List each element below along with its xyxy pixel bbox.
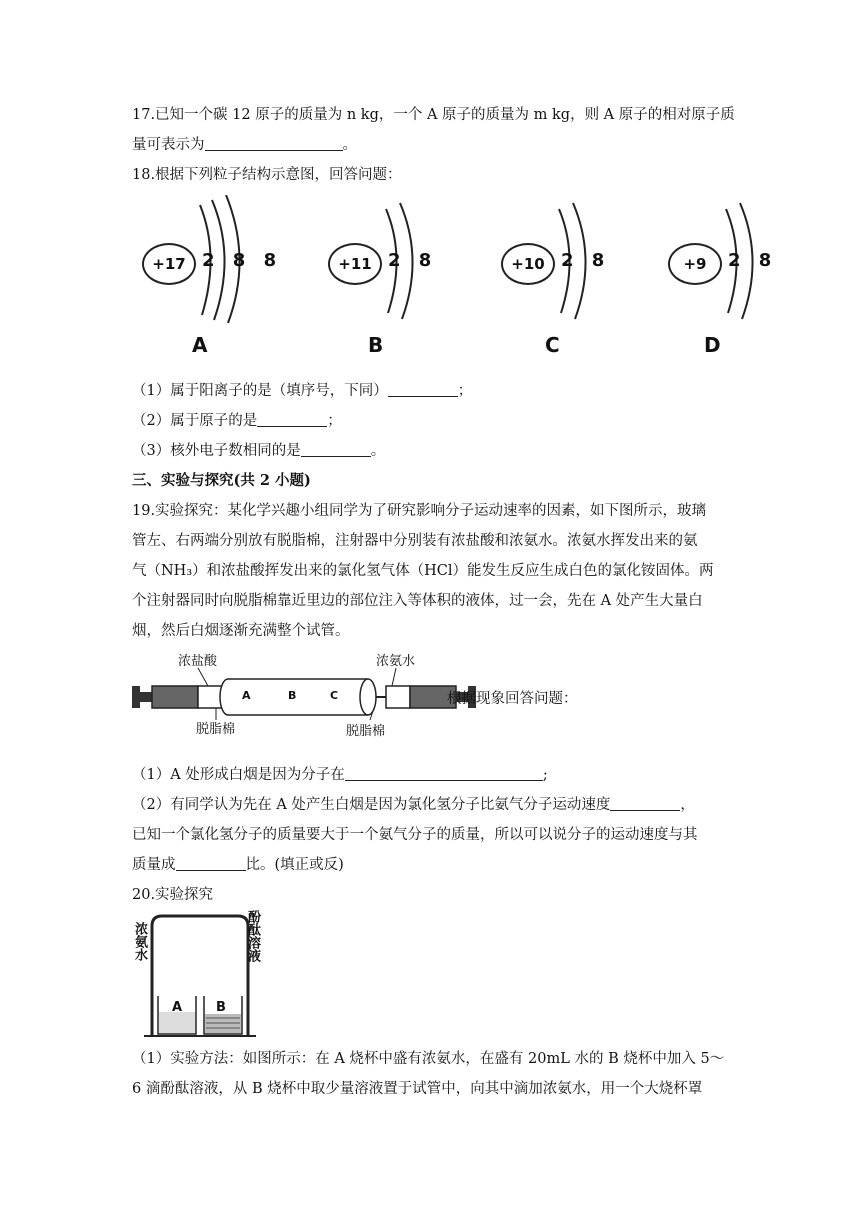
q20-line1: （1）实验方法：如图所示：在 A 烧杯中盛有浓氨水，在盛有 20mL 水的 B 烧杯中加入 5～	[132, 1051, 725, 1067]
q18-sub1	[132, 376, 737, 406]
q19-sub2-c-end: 比。(填正或反)	[245, 857, 344, 873]
q18-sub2	[132, 406, 737, 436]
atom-label-d: D	[704, 333, 721, 357]
beaker-drawing	[130, 912, 260, 1040]
nucleus-a: +17	[142, 243, 196, 285]
shell-electrons-d: 2 8	[728, 250, 778, 271]
atom-diagram-b	[322, 195, 472, 365]
q17-line2-end: 。	[342, 137, 357, 153]
section-heading: 三、实验与探究(共 2 小题)	[132, 472, 311, 489]
atom-label-c: C	[545, 333, 560, 357]
beaker-label-b: B	[216, 1000, 226, 1015]
atom-label-a: A	[192, 333, 208, 357]
q18-sub3-blank[interactable]	[301, 438, 371, 457]
q18-sub2-end: ；	[327, 413, 342, 429]
atom-label-b: B	[368, 333, 384, 357]
q18-sub1-text: （1）属于阳离子的是（填序号，下同）	[132, 383, 388, 399]
q19-sub2-blank-speed[interactable]	[610, 792, 680, 811]
nucleus-c: +10	[501, 243, 555, 285]
q19-line5: 烟，然后白烟逐渐充满整个试管。	[132, 623, 350, 639]
q18-sub2-blank[interactable]	[257, 408, 327, 427]
q19-line1: 19.实验探究：某化学兴趣小组同学为了研究影响分子运动速率的因素，如下图所示，玻璃	[132, 503, 707, 519]
label-phenolphthalein-vertical: 酚酞溶液	[245, 910, 260, 962]
nucleus-d: +9	[668, 243, 722, 285]
shell-electrons-c: 2 8	[561, 250, 611, 271]
q19-sub1-blank[interactable]	[345, 762, 543, 781]
label-conc-ammonia: 浓氨水	[376, 654, 416, 669]
q19-sub1-end: ;	[542, 767, 548, 783]
label-ammonia-vertical: 浓氨水	[132, 922, 147, 961]
shell-electrons-a: 2 8 8	[202, 250, 283, 271]
atom-diagram-d	[662, 195, 812, 365]
q19-sub1-text: （1）A 处形成白烟是因为分子在	[132, 767, 345, 783]
tube-position-a: A	[242, 689, 251, 702]
label-cotton-right: 脱脂棉	[346, 724, 386, 739]
tube-position-c: C	[330, 689, 339, 702]
beaker-diagram	[130, 912, 260, 1040]
q18-sub3-text: （3）核外电子数相同的是	[132, 443, 301, 459]
q17-line2-text: 量可表示为	[132, 137, 205, 153]
nucleus-b: +11	[328, 243, 382, 285]
q20-line2: 6 滴酚酞溶液，从 B 烧杯中取少量溶液置于试管中，向其中滴加浓氨水，用一个大烧杯罩	[132, 1081, 703, 1097]
atom-diagram-c	[495, 195, 645, 365]
q19-line2: 管左、右两端分别放有脱脂棉，注射器中分别装有浓盐酸和浓氨水。浓氨水挥发出来的氨	[132, 533, 698, 549]
q19-sub2-text: （2）有同学认为先在 A 处产生白烟是因为氯化氢分子比氨气分子运动速度	[132, 797, 611, 813]
q18-sub3-end: 。	[370, 443, 386, 459]
tube-position-b: B	[288, 689, 297, 702]
q19-sub2-line2: 已知一个氯化氢分子的质量要大于一个氨气分子的质量，所以可以说分子的运动速度与其	[132, 827, 698, 843]
q19-sub2-line1	[132, 790, 737, 820]
q19-diagram-after: 根据现象回答问题：	[447, 691, 578, 707]
q19-sub2-end: ，	[680, 797, 695, 813]
label-cotton-left: 脱脂棉	[196, 722, 236, 737]
q18-sub1-end: ；	[457, 383, 473, 399]
q18-intro: 18.根据下列粒子结构示意图，回答问题：	[132, 167, 402, 183]
q19-sub2-blank-ratio[interactable]	[176, 852, 246, 871]
q18-sub2-text: （2）属于原子的是	[132, 413, 258, 429]
q20-title: 20.实验探究	[132, 887, 214, 903]
q19-sub1	[132, 760, 737, 790]
atom-diagram-a	[136, 195, 286, 365]
q17-answer-blank[interactable]	[205, 132, 343, 151]
q19-line3: 气（NH₃）和浓盐酸挥发出来的氯化氢气体（HCl）能发生反应生成白色的氯化铵固体。两	[132, 563, 714, 579]
q19-sub2-c-text: 质量成	[132, 857, 176, 873]
q18-sub1-blank[interactable]	[388, 378, 458, 397]
beaker-label-a: A	[172, 1000, 183, 1015]
q18-sub3	[132, 436, 737, 466]
q17-line2	[132, 130, 737, 160]
q19-sub2-line3	[132, 850, 737, 880]
q17-line1: 17.已知一个碳 12 原子的质量为 n kg，一个 A 原子的质量为 m kg，则 A 原子的相对原子质	[132, 107, 735, 123]
label-conc-hcl: 浓盐酸	[178, 654, 218, 669]
q19-line4: 个注射器同时向脱脂棉靠近里边的部位注入等体积的液体，过一会，先在 A 处产生大量白	[132, 593, 703, 609]
shell-electrons-b: 2 8	[388, 250, 438, 271]
